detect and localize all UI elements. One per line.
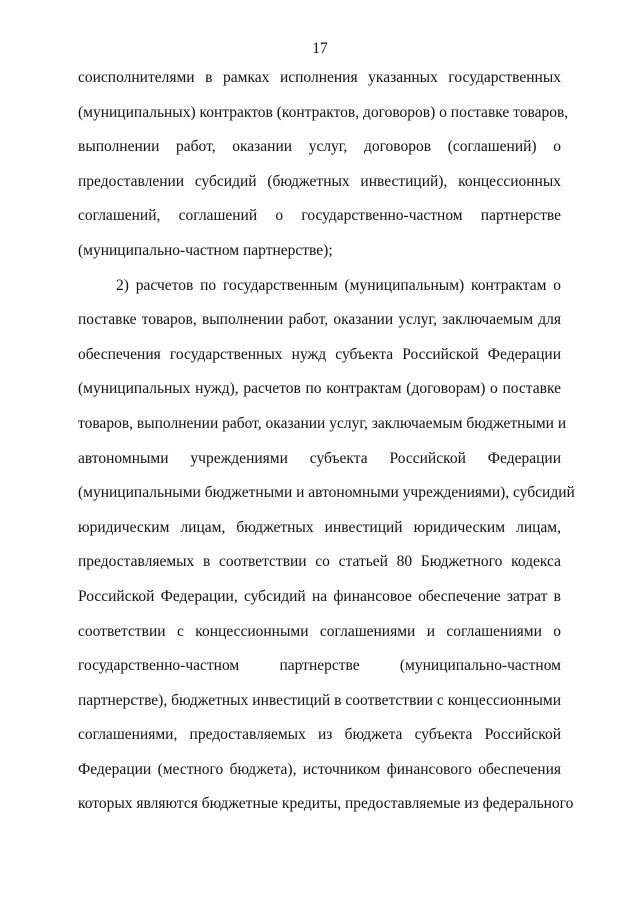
text-line: предоставлении субсидий (бюджетных инвестиций), концессионных xyxy=(78,172,561,190)
text-line: 2) расчетов по государственным (муниципальным) контрактам о xyxy=(116,276,561,294)
text-line: соглашений, соглашений о государственно-частном партнерстве xyxy=(78,207,561,225)
text-line: (муниципальных) контрактов (контрактов, договоров) о поставке товаров, xyxy=(78,103,569,121)
text-line: соисполнителями в рамках исполнения указанных государственных xyxy=(78,69,561,86)
text-line: товаров, выполнении работ, оказании услуг, заключаемым бюджетными и xyxy=(78,414,567,432)
text-line: которых являются бюджетные кредиты, предоставляемые из федерального xyxy=(78,795,574,813)
text-line: (муниципально-частном партнерстве); xyxy=(78,241,333,259)
text-line: предоставляемых в соответствии со статьей 80 Бюджетного кодекса xyxy=(78,553,561,571)
text-line: (муниципальных нужд), расчетов по контрактам (договорам) о поставке xyxy=(78,380,561,398)
text-line: Федерации (местного бюджета), источником финансового обеспечения xyxy=(78,760,561,778)
text-line: автономными учреждениями субъекта Российской Федерации xyxy=(78,449,561,467)
text-line: партнерстве), бюджетных инвестиций в соответствии с концессионными xyxy=(78,691,561,709)
text-line: обеспечения государственных нужд субъекта Российской Федерации xyxy=(78,345,561,363)
text-line: соглашениями, предоставляемых из бюджета субъекта Российской xyxy=(78,726,561,744)
text-line: выполнении работ, оказании услуг, договоров (соглашений) о xyxy=(78,138,561,156)
text-line: юридическим лицам, бюджетных инвестиций юридическим лицам, xyxy=(78,518,561,536)
text-line: государственно-частном партнерстве (муниципально-частном xyxy=(78,657,561,675)
document-body xyxy=(78,66,575,827)
text-line: соответствии с концессионными соглашениями и соглашениями о xyxy=(78,622,561,640)
text-line: поставке товаров, выполнении работ, оказании услуг, заключаемым для xyxy=(78,311,561,329)
text-line: Российской Федерации, субсидий на финансовое обеспечение затрат в xyxy=(78,587,561,605)
text-line: (муниципальными бюджетными и автономными учреждениями), субсидий xyxy=(78,484,575,502)
page-number: 17 xyxy=(312,40,328,57)
